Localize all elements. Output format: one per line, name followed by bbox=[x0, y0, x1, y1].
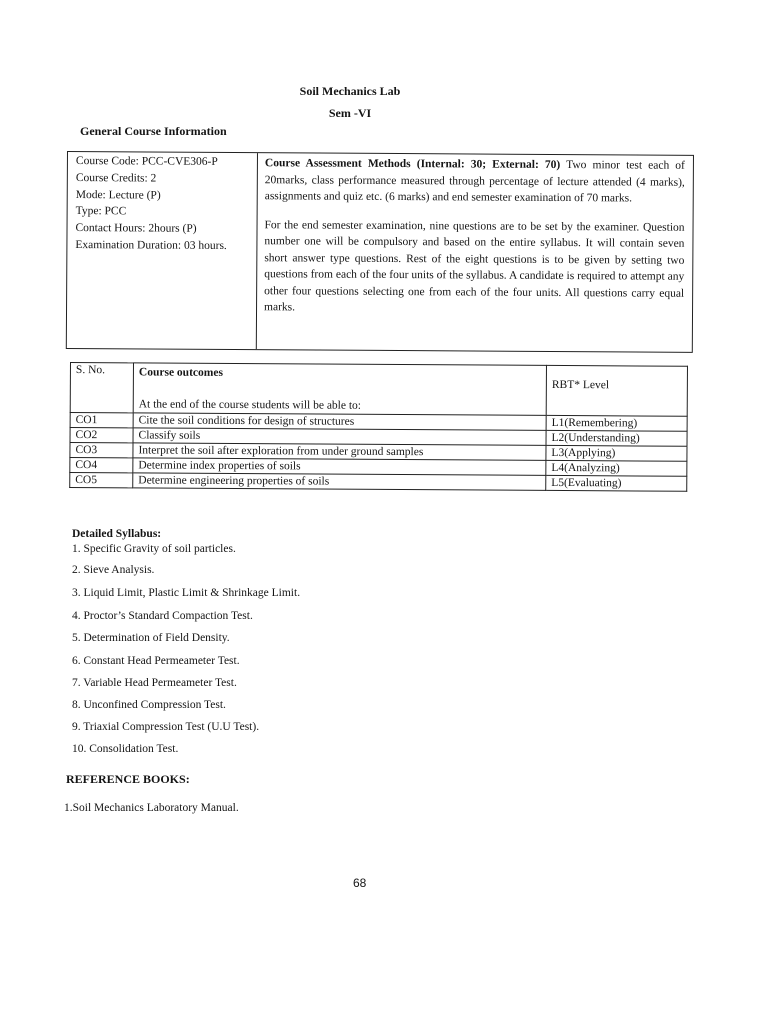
course-type: Type: PCC bbox=[75, 205, 127, 218]
co-id: CO2 bbox=[70, 428, 133, 443]
reference-item: 1.Soil Mechanics Laboratory Manual. bbox=[64, 802, 239, 814]
syllabus-item: 8. Unconfined Compression Test. bbox=[72, 699, 226, 711]
co-id: CO1 bbox=[70, 413, 133, 428]
assessment-methods bbox=[264, 155, 685, 318]
page-number: 68 bbox=[353, 876, 367, 890]
co-id: CO5 bbox=[70, 473, 133, 488]
co-level: L4(Analyzing) bbox=[546, 460, 687, 476]
page-title: Soil Mechanics Lab bbox=[299, 84, 401, 98]
syllabus-item: 7. Variable Head Permeameter Test. bbox=[72, 677, 237, 689]
contact-hours: Contact Hours: 2hours (P) bbox=[75, 222, 197, 235]
rbt-level-label: RBT* Level bbox=[551, 378, 610, 392]
outcomes-label: Course outcomes bbox=[138, 366, 223, 379]
syllabus-item: 3. Liquid Limit, Plastic Limit & Shrinkage Limit. bbox=[72, 587, 301, 599]
assessment-text: Two minor test each of 20marks, class performance measured through percentage of lecture attended (4 marks), assignments and quiz etc. (6 marks) and end semester examination of 70 marks. bbox=[264, 159, 685, 205]
syllabus-item: 4. Proctor’s Standard Compaction Test. bbox=[72, 610, 253, 622]
table-header-row bbox=[70, 363, 687, 417]
co-id: CO4 bbox=[70, 458, 133, 473]
semester-label: Sem -VI bbox=[328, 106, 372, 120]
header-sno: S. No. bbox=[70, 363, 133, 413]
outcomes-intro: At the end of the course students will be able to: bbox=[138, 398, 362, 412]
course-credits: Course Credits: 2 bbox=[75, 171, 157, 185]
co-outcome: Determine index properties of soils bbox=[133, 458, 546, 476]
assessment-paragraph bbox=[265, 155, 685, 207]
syllabus-item: 6. Constant Head Permeameter Test. bbox=[72, 655, 240, 667]
general-info-heading: General Course Information bbox=[80, 124, 227, 138]
co-level: L1(Remembering) bbox=[546, 415, 687, 431]
co-level: L2(Understanding) bbox=[546, 430, 687, 446]
assessment-heading: Course Assessment Methods (Internal: 30; External: 70) bbox=[264, 157, 561, 172]
exam-paragraph: For the end semester examination, nine questions are to be set by the examiner. Question number one will be compulsory and based on the entire syllabus. It will contain seven short answer type questions. Rest of the eight questions is to be given by setting two questions from each of the four units of the syllabus. A candidate is required to attempt any other four questions selecting one from each of the four units. All questions carry equal marks. bbox=[264, 218, 685, 314]
syllabus-item: 9. Triaxial Compression Test (U.U Test). bbox=[72, 721, 260, 733]
co-outcome: Classify soils bbox=[133, 428, 546, 446]
course-info-box bbox=[66, 151, 694, 353]
exam-duration: Examination Duration: 03 hours. bbox=[75, 239, 227, 252]
co-outcome: Interpret the soil after exploration from under ground samples bbox=[133, 443, 546, 461]
header-level bbox=[546, 365, 687, 416]
co-level: L3(Applying) bbox=[546, 445, 687, 461]
course-details bbox=[67, 152, 258, 349]
co-outcome: Determine engineering properties of soils bbox=[133, 473, 546, 491]
syllabus-item: 10. Consolidation Test. bbox=[72, 743, 179, 755]
co-id: CO3 bbox=[70, 443, 133, 458]
table-row bbox=[70, 473, 687, 492]
co-outcome: Cite the soil conditions for design of structures bbox=[133, 413, 546, 431]
course-outcomes-table bbox=[69, 362, 688, 492]
syllabus-heading: Detailed Syllabus: bbox=[72, 528, 162, 540]
reference-books-heading: REFERENCE BOOKS: bbox=[66, 772, 190, 786]
header-outcomes bbox=[133, 363, 546, 416]
syllabus-item: 1. Specific Gravity of soil particles. bbox=[72, 543, 236, 555]
course-code: Course Code: PCC-CVE306-P bbox=[75, 155, 218, 168]
syllabus-item: 5. Determination of Field Density. bbox=[72, 632, 230, 644]
co-level: L5(Evaluating) bbox=[546, 475, 687, 491]
course-mode: Mode: Lecture (P) bbox=[75, 188, 161, 202]
syllabus-item: 2. Sieve Analysis. bbox=[72, 564, 155, 576]
